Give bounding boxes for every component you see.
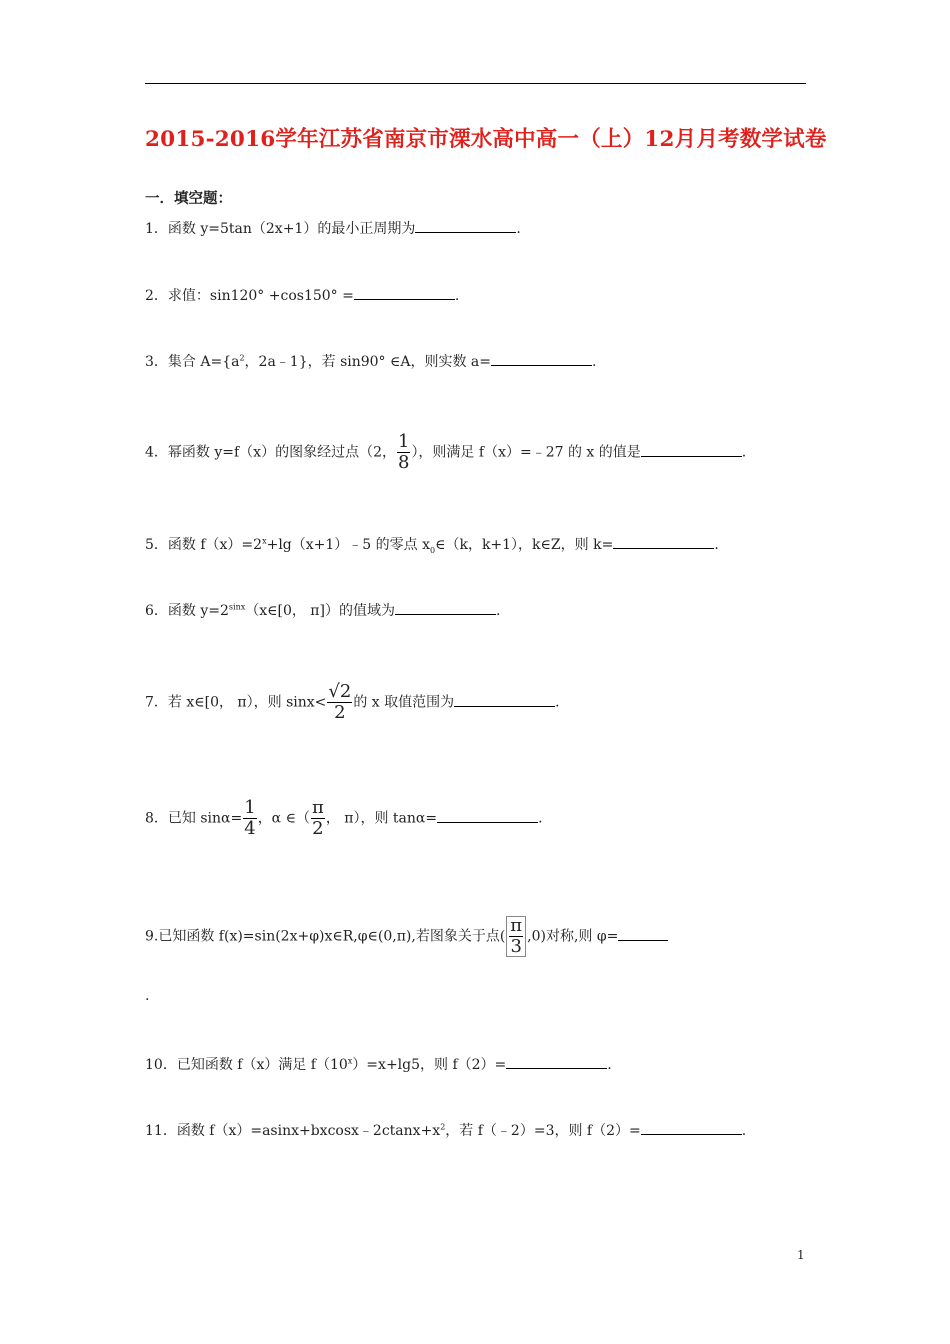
header-rule <box>145 83 806 84</box>
answer-blank[interactable] <box>437 808 538 823</box>
page-number: 1 <box>797 1248 805 1262</box>
question-5: 5．函数 $f(x)=2^x+\lg(x+1)﹣5$ 的零点 $x_0\in(k$，k+1），k∈Z，则 k= . <box>145 534 719 555</box>
answer-blank[interactable] <box>641 442 742 457</box>
question-4: 4．幂函数 y=f（x）的图象经过点（2， $\frac{1}{8}$ ），则满足 f（x）=﹣27 的 x 的值是 . <box>145 431 747 473</box>
question-2: 2．求值：sin120° +cos150° = . <box>145 285 459 306</box>
answer-blank[interactable] <box>618 926 668 941</box>
question-9: 9.已知函数 f(x)=sin(2x+φ)x∈R,φ∈(0,π),若图象关于点( $\frac{\pi}{3}$ ,0)对称,则 φ= <box>145 916 668 957</box>
fraction: $\frac{1}{8}$ <box>397 431 410 473</box>
question-10: 10．已知函数 f（x）满足 $f(10^x)=x+\lg 5$，则 f（2）= . <box>145 1054 612 1075</box>
fraction: $\frac{\pi}{2}$ <box>311 797 324 839</box>
answer-blank[interactable] <box>415 218 516 233</box>
answer-blank[interactable] <box>613 534 714 549</box>
answer-blank[interactable] <box>395 600 496 615</box>
fraction: $\frac{√2}{2}$ <box>328 681 352 723</box>
fraction: $\frac{1}{4}$ <box>244 797 256 839</box>
question-1: 1．函数 y=5tan（2x+1）的最小正周期为 . <box>145 218 521 239</box>
answer-blank[interactable] <box>454 692 555 707</box>
section-heading: 一．填空题： <box>145 190 232 207</box>
answer-blank[interactable] <box>506 1054 607 1069</box>
answer-blank[interactable] <box>354 285 455 300</box>
question-7: 7．若 x∈[0， π），则 sinx< $\frac{√2}{2}$ 的 x 取值范围为 . <box>145 681 560 723</box>
answer-blank[interactable] <box>641 1120 742 1135</box>
question-8: 8．已知 sinα= $\frac{1}{4}$ ，α ∈（ $\frac{\pi}{2}$ ， π），则 tanα= . <box>145 797 543 839</box>
question-6: 6．函数 $y=2^{sinx}(x\in[0$， π]）的值域为 . <box>145 600 500 621</box>
fraction: $\frac{\pi}{3}$ <box>506 916 526 957</box>
answer-blank[interactable] <box>491 351 592 366</box>
document-title: 2015-2016学年江苏省南京市溧水高中高一（上）12月月考数学试卷 <box>145 127 827 152</box>
question-9-end: . <box>145 988 150 1004</box>
question-11: 11．函数 $f(x)=asinx+bxcosx﹣2ctanx+x^2$，若 f（﹣2）=3，则 f（2）= . <box>145 1120 746 1141</box>
question-3: 3．集合 $A=\{a^2$，2a﹣1}，若 sin90° ∈A，则实数 a= . <box>145 351 596 372</box>
